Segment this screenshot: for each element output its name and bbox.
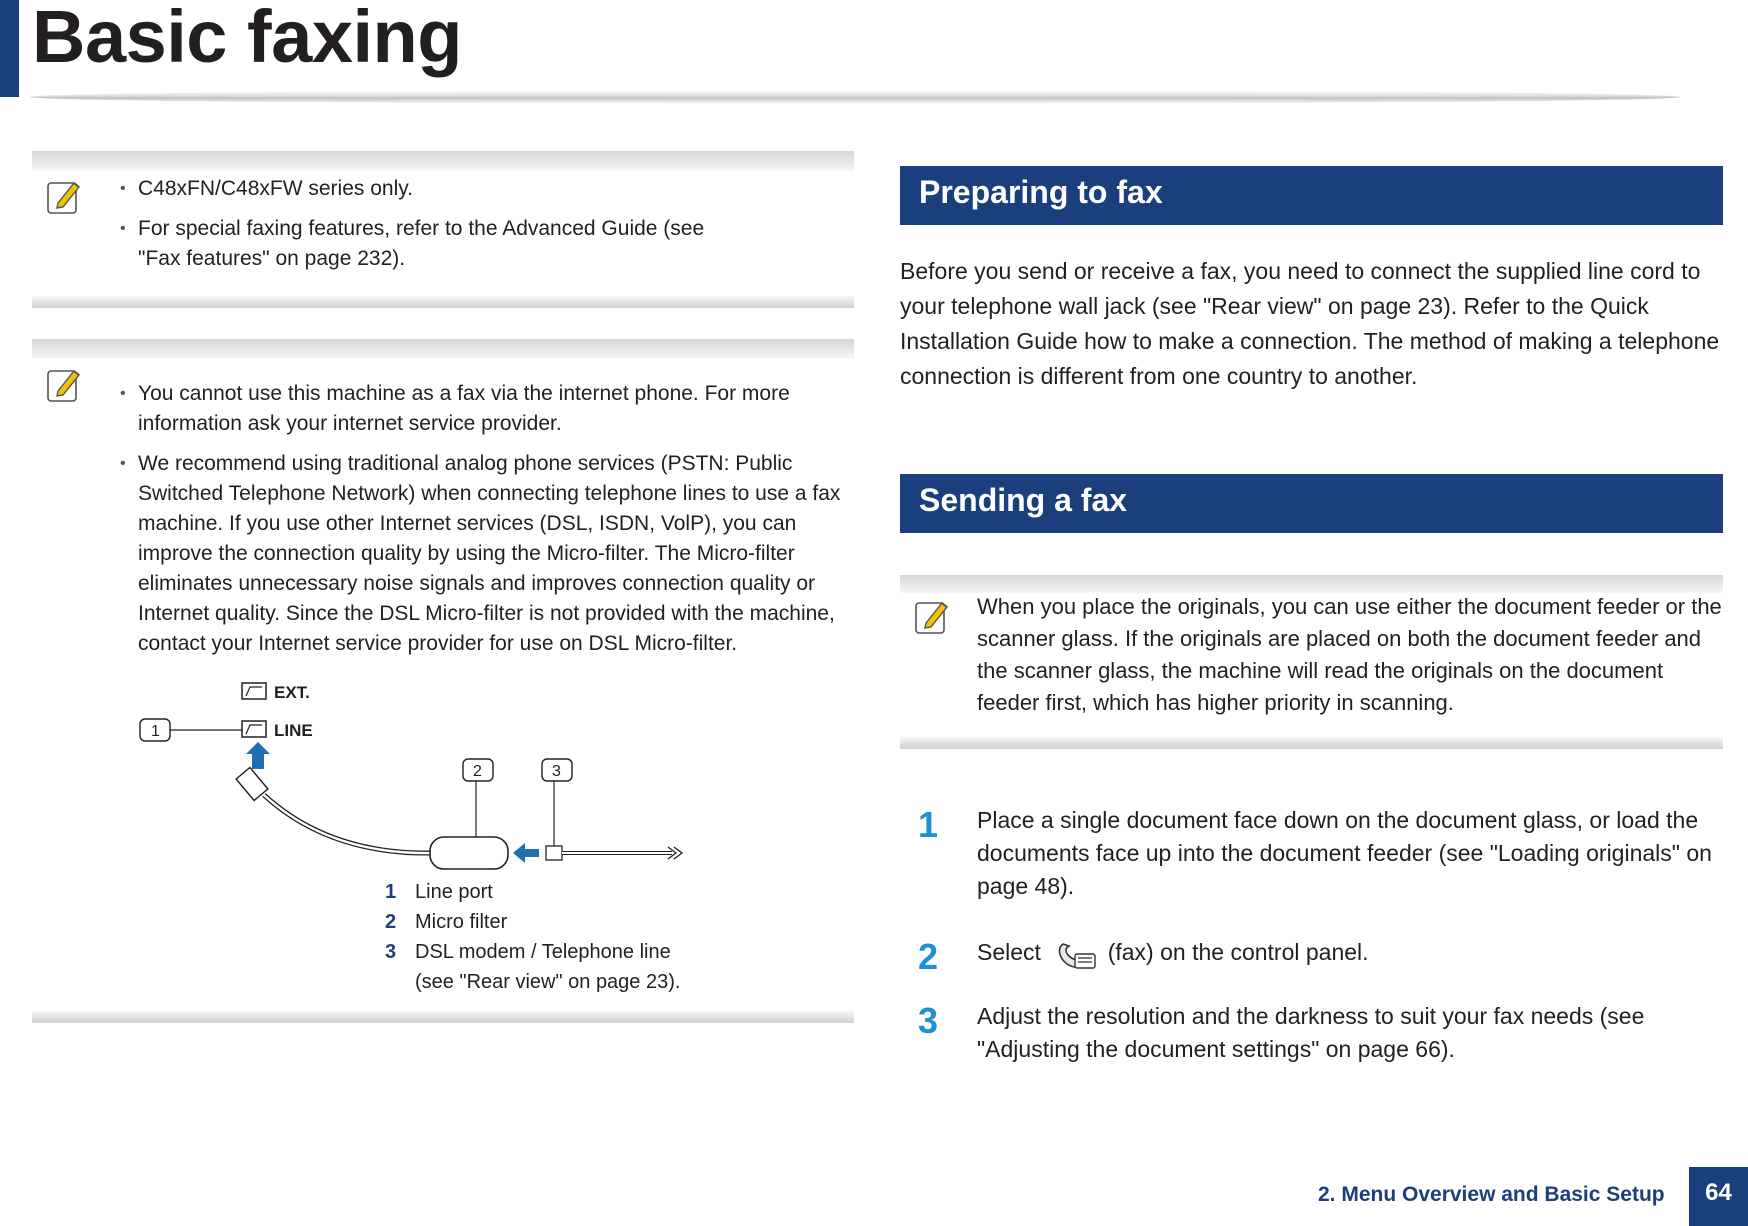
step-number: 3 (918, 1000, 939, 1041)
micro-filter-diagram (32, 669, 854, 891)
note-list (32, 379, 854, 659)
note-item: • For special faxing features, refer to the Advanced Guide (see "Fax features" on page 232). (138, 214, 738, 274)
step-text (918, 936, 1728, 972)
step-1 (918, 804, 1728, 903)
note-list (32, 174, 854, 274)
step-text: Place a single document face down on the document glass, or load the documents face up into the document feeder (see "Loading originals" on page 48). (977, 807, 1712, 899)
line-port-icon (242, 721, 266, 737)
note-pencil-icon (914, 597, 950, 635)
legend-row (385, 877, 695, 907)
fax-icon (1053, 936, 1099, 972)
rj11-plug-icon (236, 767, 268, 800)
legend-row (385, 937, 695, 997)
line-port-label: LINE (274, 721, 313, 740)
page-title: Basic faxing (32, 0, 462, 78)
note-pencil-icon (46, 177, 82, 215)
note-top-bar (32, 151, 854, 171)
title-divider (30, 90, 1680, 104)
note-box-series (32, 151, 854, 308)
note-item: • C48xFN/C48xFW series only. (138, 174, 854, 204)
diagram-legend (385, 877, 695, 997)
legend-number: 1 (385, 881, 397, 903)
ext-port-icon (242, 683, 266, 699)
step-text-after: (fax) on the control panel. (1107, 939, 1369, 966)
step-text: Adjust the resolution and the darkness to suit your fax needs (see "Adjusting the document settings" on page 66). (977, 1003, 1645, 1062)
note-bottom-bar (32, 1011, 854, 1023)
preparing-paragraph: Before you send or receive a fax, you need to connect the supplied line cord to your telephone wall jack (see "Rear view" on page 23). Refer to the Quick Installation Guide how to make a connection. The method of making a telephone connection is different from one country to another. (900, 258, 1720, 389)
note-item: • We recommend using traditional analog phone services (PSTN: Public Switched Telephone Network) when connecting telephone lines to use a fax machine. If you use other Internet services (DSL, ISDN, VolP), you can improve the connection quality by using the Micro-filter. The Micro-filter eliminates unnecessary noise signals and improves connection quality or Internet quality. Since the DSL Micro-filter is not provided with the machine, contact your Internet service provider for use on DSL Micro-filter. (138, 449, 854, 659)
step-number: 2 (918, 936, 939, 977)
note-text: When you place the originals, you can use either the document feeder or the scanner glass. If the originals are placed on both the document feeder and the scanner glass, the machine will read the originals on the document feeder first, which has higher priority in scanning. (977, 594, 1722, 715)
legend-row (385, 907, 695, 937)
note-item: • You cannot use this machine as a fax via the internet phone. For more information ask your internet service provider. (138, 379, 850, 439)
callout-2: 2 (473, 763, 482, 780)
arrow-up-icon (246, 742, 270, 769)
note-bottom-bar (900, 737, 1723, 749)
step-number: 1 (918, 804, 939, 845)
title-accent-bar (0, 0, 19, 97)
ext-port-label: EXT. (274, 683, 310, 702)
legend-label: Line port (415, 881, 493, 903)
micro-filter-icon (430, 837, 508, 869)
footer-chapter: 2. Menu Overview and Basic Setup (1318, 1183, 1665, 1206)
section-heading-sending (900, 474, 1723, 533)
step-3 (918, 1000, 1728, 1066)
legend-number: 2 (385, 911, 397, 933)
note-box-originals (900, 575, 1723, 749)
legend-label: DSL modem / Telephone line (see "Rear view" on page 23). (415, 941, 681, 993)
note-pencil-icon (46, 365, 82, 403)
section-heading-text: Sending a fax (919, 482, 1128, 518)
step-text-before: Select (977, 939, 1041, 966)
note-bottom-bar (32, 296, 854, 308)
legend-number: 3 (385, 941, 397, 963)
small-plug-icon (546, 846, 562, 860)
callout-1: 1 (151, 723, 160, 740)
step-2 (918, 936, 1728, 977)
section-heading-text: Preparing to fax (919, 174, 1163, 210)
arrow-left-icon (513, 843, 539, 863)
callout-3: 3 (552, 763, 561, 780)
page-number: 64 (1689, 1167, 1748, 1226)
note-top-bar (32, 339, 854, 359)
legend-label: Micro filter (415, 911, 508, 933)
section-heading-preparing (900, 166, 1723, 225)
